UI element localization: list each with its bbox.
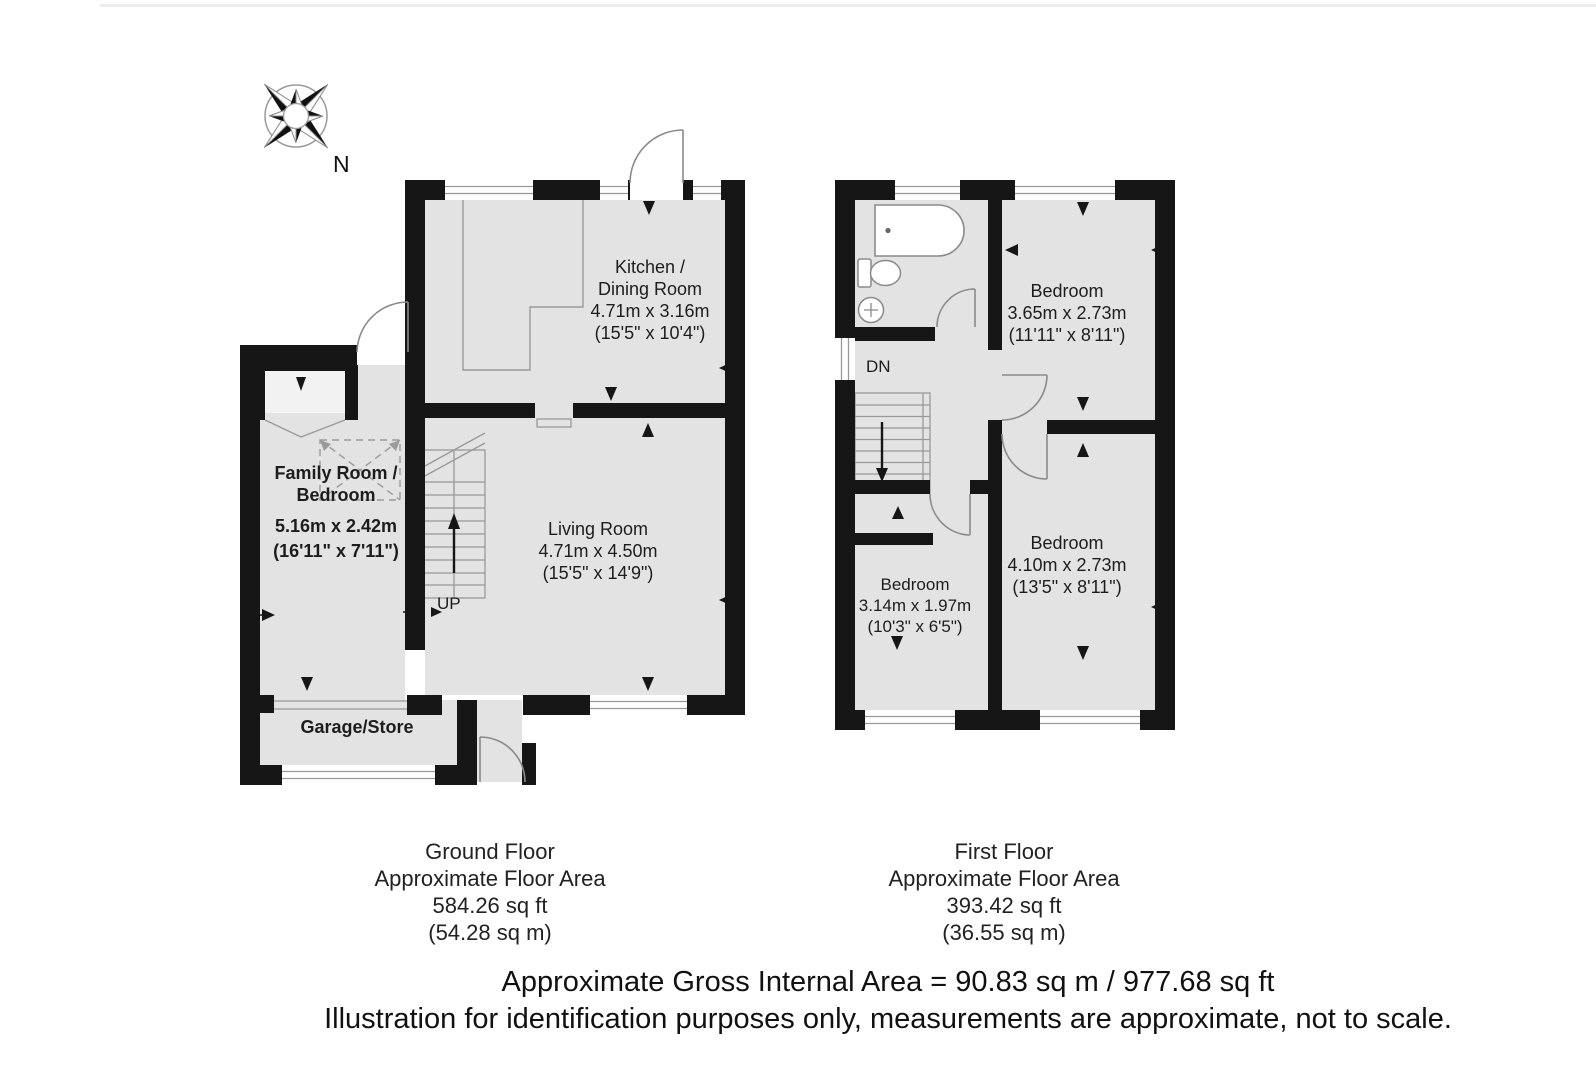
garage-store-label [300, 716, 413, 738]
caption-line: 393.42 sq ft [946, 893, 1062, 918]
kitchen-dining-label [590, 256, 709, 344]
room-name-line: Garage/Store [300, 717, 414, 737]
room-dims-metric: 3.14m x 1.97m [858, 596, 972, 615]
room-dims-metric: 5.16m x 2.42m [274, 516, 398, 536]
stairs-up-label: UP [437, 594, 461, 613]
room-dims-imperial: (11'11" x 8'11") [1008, 325, 1126, 345]
room-name-line: Family Room / [274, 463, 398, 483]
caption-line: (54.28 sq m) [428, 920, 552, 945]
room-name-line: Bedroom [880, 575, 950, 594]
room-dims-imperial: (15'5" x 10'4") [594, 323, 706, 343]
ground-floor-caption [374, 838, 605, 946]
disclaimer-text: Illustration for identification purposes only, measurements are approximate, not to scale. [324, 1003, 1452, 1035]
room-dims-imperial: (16'11" x 7'11") [273, 541, 399, 561]
sink-icon [859, 298, 884, 323]
room-name-line: Bedroom [1030, 281, 1104, 301]
room-name-line: Living Room [547, 519, 649, 539]
room-name-line: Bedroom [1030, 533, 1104, 553]
bedroom-front-label [1007, 280, 1126, 346]
caption-line: Ground Floor [425, 839, 555, 864]
top-border-line [100, 4, 1596, 7]
caption-line: Approximate Floor Area [374, 866, 606, 891]
bathtub-icon [875, 205, 964, 256]
room-dims-metric: 4.71m x 4.50m [538, 541, 658, 561]
room-dims-imperial: (13'5" x 8'11") [1012, 577, 1122, 597]
room-name-line: Kitchen / [614, 257, 686, 277]
bedroom-small-label [859, 574, 971, 637]
compass-north-label: N [333, 151, 350, 177]
caption-line: (36.55 sq m) [942, 920, 1066, 945]
gross-internal-area-text: Approximate Gross Internal Area = 90.83 sq m / 977.68 sq ft [501, 966, 1275, 998]
room-dims-imperial: (10'3" x 6'5") [867, 617, 963, 636]
bedroom-rear-label [1007, 532, 1126, 598]
first-floor-plan [825, 170, 1185, 740]
caption-line: First Floor [954, 839, 1054, 864]
room-dims-metric: 4.71m x 3.16m [590, 301, 710, 321]
caption-line: 584.26 sq ft [432, 893, 548, 918]
toilet-icon [858, 259, 901, 287]
room-name-line: Dining Room [597, 279, 703, 299]
room-name-line: Bedroom [296, 485, 376, 505]
room-dims-imperial: (15'5" x 14'9") [542, 563, 654, 583]
room-dims-metric: 3.65m x 2.73m [1007, 303, 1127, 323]
living-room-label [538, 518, 657, 584]
stairs-down-label: DN [866, 357, 891, 376]
first-floor-caption [888, 838, 1119, 946]
caption-line: Approximate Floor Area [888, 866, 1120, 891]
family-room-label [273, 462, 399, 564]
room-dims-metric: 4.10m x 2.73m [1007, 555, 1127, 575]
